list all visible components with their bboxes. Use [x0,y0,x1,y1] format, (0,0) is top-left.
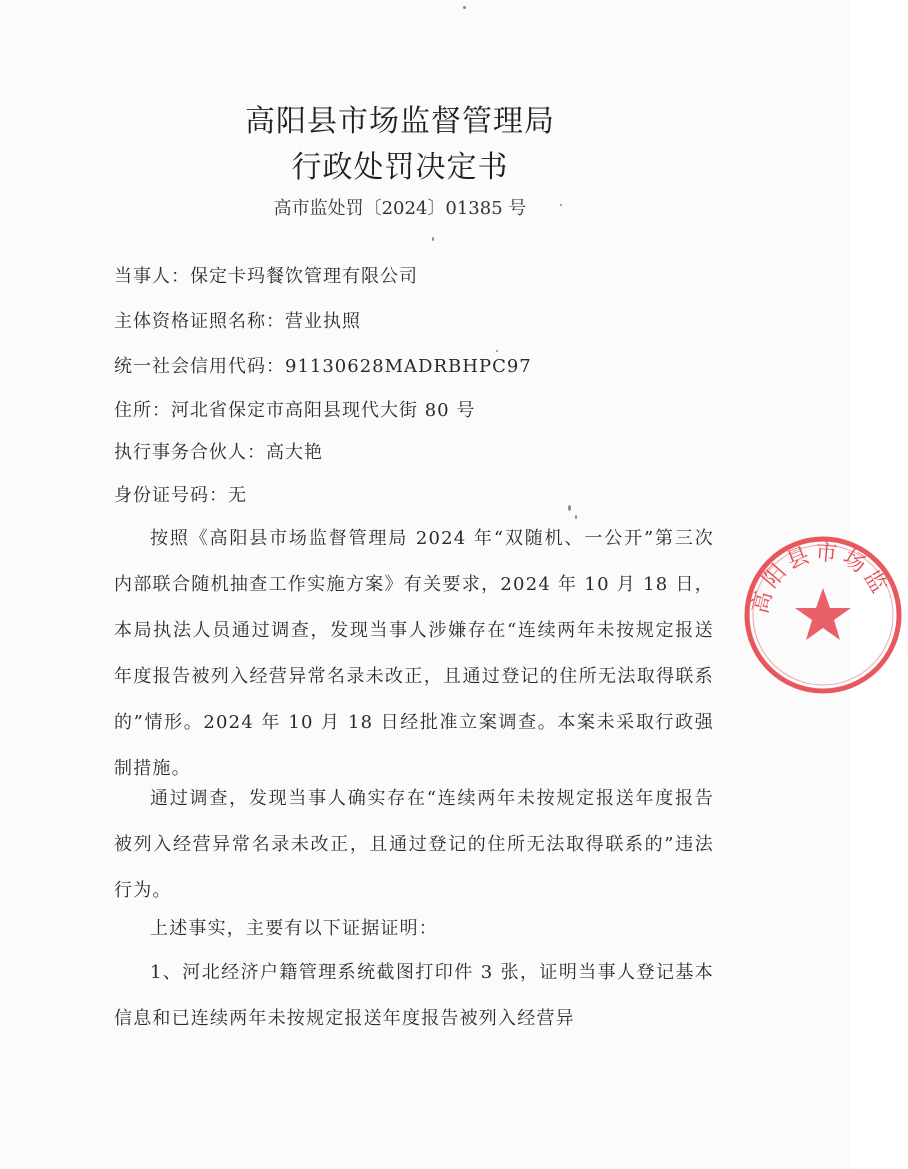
executive-partner: 执行事务合伙人：高大艳 [114,442,323,463]
document-title: 行政处罚决定书 [291,150,509,185]
seal-star-icon [795,588,851,640]
license-type: 主体资格证照名称：营业执照 [114,311,361,332]
credit-code: 统一社会信用代码：91130628MADRBHPC97 [114,356,532,377]
paragraph-investigation-finding: 通过调查，发现当事人确实存在“连续两年未按规定报送年度报告被列入经营异常名录未改正，且通过登记的住所无法取得联系的”违法行为。 [114,788,714,901]
official-seal-stamp [738,530,908,700]
seal-text: 高阳县市场监 [748,540,894,617]
id-number: 身份证号码：无 [114,485,247,506]
scan-speck [575,515,577,519]
party-address: 住所：河北省保定市高阳县现代大街 80 号 [114,400,476,421]
paragraph-evidence-intro: 上述事实，主要有以下证据证明： [150,918,438,939]
scan-speck [432,237,434,241]
scan-speck [560,204,562,206]
scan-speck [496,350,498,352]
scan-speck [463,6,466,9]
paragraph-evidence-item-1: 1、河北经济户籍管理系统截图打印件 3 张，证明当事人登记基本信息和已连续两年未按规定报送年度报告被列入经营异 [114,962,714,1029]
issuer-title: 高阳县市场监督管理局 [245,104,555,139]
paragraph-case-origin: 按照《高阳县市场监督管理局 2024 年“双随机、一公开”第三次内部联合随机抽查工作实施方案》有关要求，2024 年 10 月 18 日，本局执法人员通过调查，发现当事人涉嫌存在“连续两年未按规定报送年度报告被列入经营异常名录未改正，且通过登记的住所无法取得联系的”情形。2024 年 10 月 18 日经批准立案调查。本案未采取行政强制措施。 [114,528,714,779]
scan-speck [568,505,571,511]
party-name: 当事人：保定卡玛餐饮管理有限公司 [114,266,418,287]
document-number: 高市监处罚〔2024〕01385 号 [273,198,527,219]
